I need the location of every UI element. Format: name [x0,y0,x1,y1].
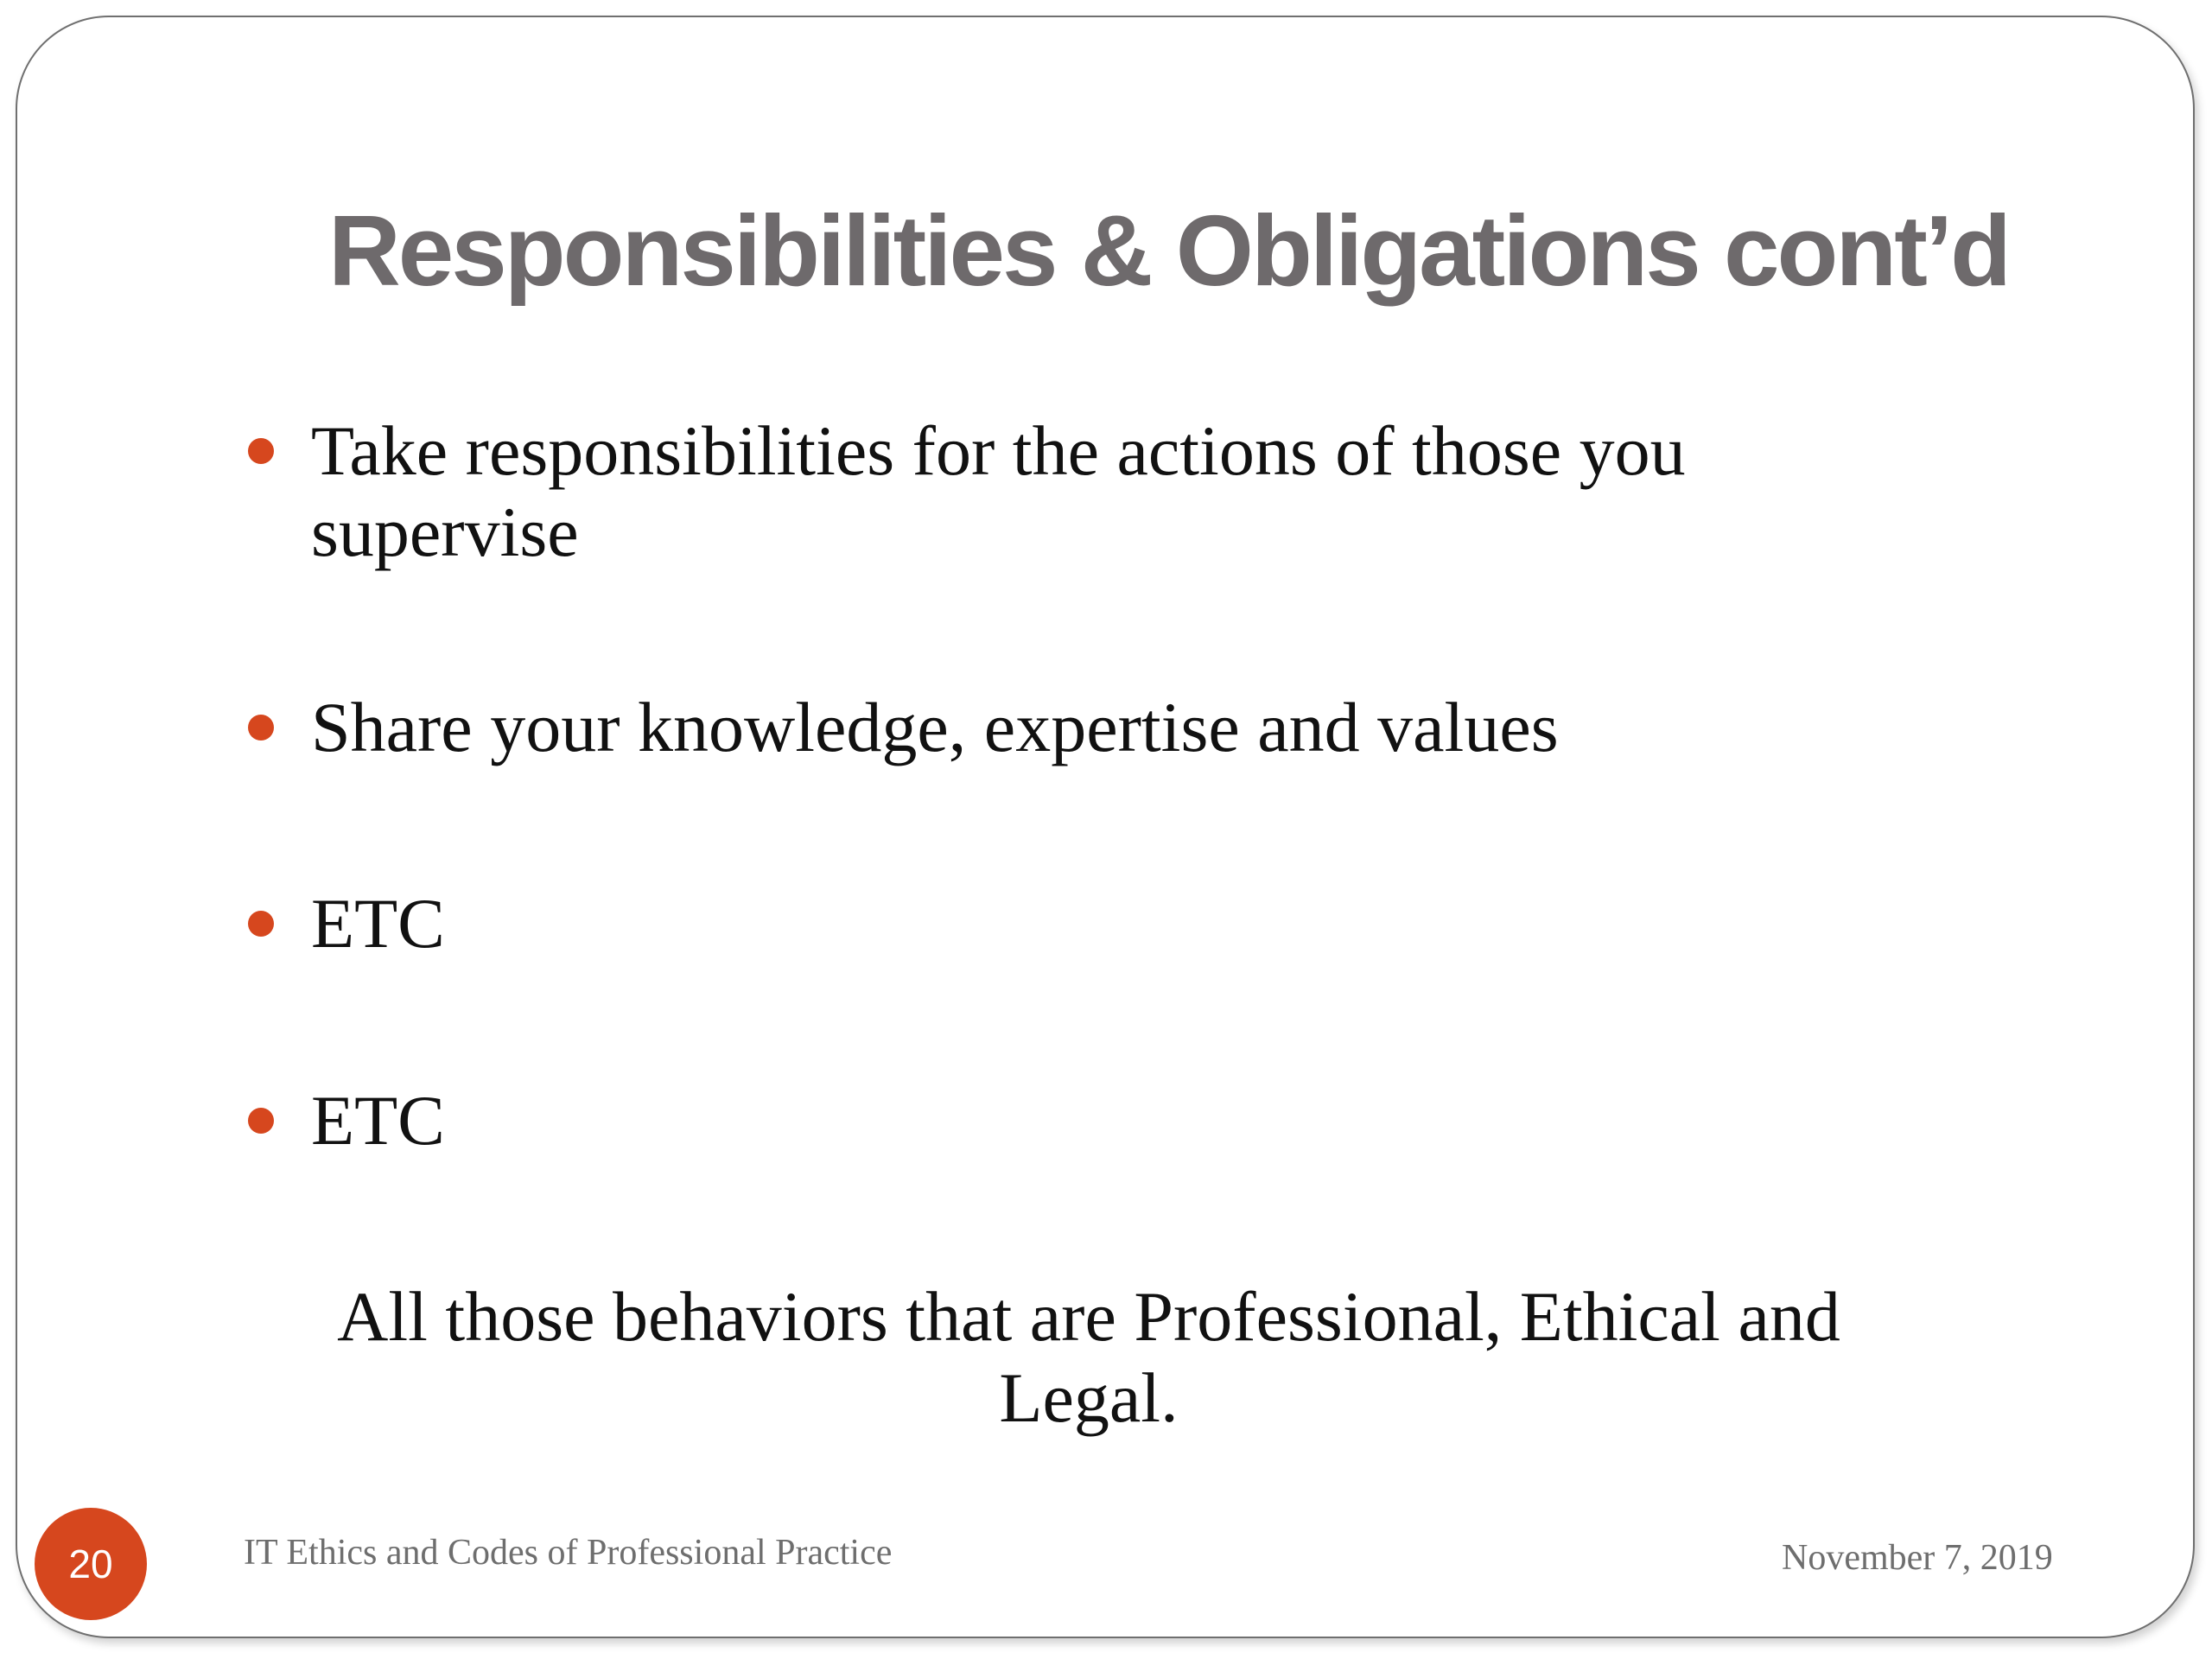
slide-number-badge: 20 [35,1508,147,1620]
slide-title: Responsibilities & Obligations cont’d [328,194,2009,307]
bullet-dot-icon [248,438,274,464]
bullet-text: Share your knowledge, expertise and values [311,688,1559,766]
bullet-item [311,1080,1866,1161]
bullet-item [311,410,1866,573]
summary-line: All those behaviors that are Professional, Ethical and [337,1277,1840,1356]
bullet-text: Take responsibilities for the actions of those you [311,411,1686,490]
bullet-dot-icon [248,911,274,937]
bullet-item [311,687,1866,768]
bullet-dot-icon [248,715,274,741]
summary-line: Legal. [999,1358,1179,1437]
footer-date: November 7, 2019 [1782,1538,2053,1578]
bullet-text: ETC [311,884,445,963]
bullet-dot-icon [248,1108,274,1134]
bullet-text: ETC [311,1081,445,1160]
bullet-text-continuation: supervise [311,493,579,571]
footer-course-title: IT Ethics and Codes of Professional Practice [244,1533,893,1573]
bullet-item [311,883,1866,964]
summary-statement [259,1276,1918,1439]
